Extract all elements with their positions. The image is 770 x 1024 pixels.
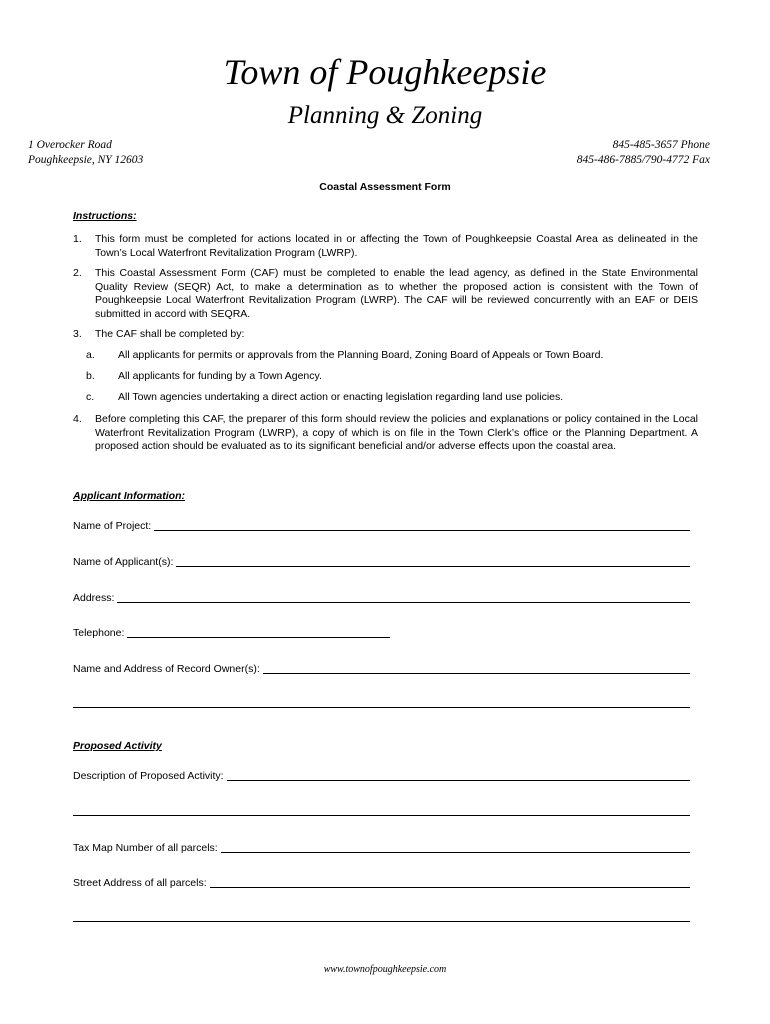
address-city: Poughkeepsie, NY 12603 (28, 154, 144, 166)
street-address-field[interactable] (73, 874, 690, 890)
footer-website: www.townofpoughkeepsie.com (323, 964, 447, 975)
instruction-number: 1. (73, 233, 82, 245)
instruction-text: The CAF shall be completed by: (95, 328, 245, 340)
proposed-activity-heading: Proposed Activity (73, 740, 162, 752)
activity-description-line[interactable] (227, 780, 690, 781)
instruction-number: 2. (73, 267, 82, 279)
street-address-continuation-line[interactable] (73, 921, 690, 922)
project-name-label: Name of Project: (73, 520, 152, 532)
form-title: Coastal Assessment Form (319, 181, 451, 193)
address-field[interactable] (73, 589, 690, 605)
mailing-address (28, 138, 143, 168)
project-name-line[interactable] (154, 530, 690, 531)
department-subtitle: Planning & Zoning (287, 102, 483, 129)
record-owner-continuation-line[interactable] (73, 707, 690, 708)
project-name-field[interactable] (73, 517, 690, 533)
telephone-label: Telephone: (73, 627, 125, 639)
subitem-letter: b. (86, 370, 95, 382)
instruction-item (73, 267, 698, 321)
record-owner-line[interactable] (263, 673, 690, 674)
fax-number: 845-486-7885/790-4772 Fax (576, 154, 710, 166)
applicant-name-line[interactable] (176, 566, 690, 567)
record-owner-field[interactable] (73, 660, 690, 676)
subitem-text: All applicants for funding by a Town Agency. (118, 370, 322, 382)
subitem-text: All applicants for permits or approvals from the Planning Board, Zoning Board of Appeals or Town Board. (118, 349, 604, 361)
instruction-item (73, 413, 698, 454)
subitem-letter: c. (86, 391, 95, 403)
contact-numbers (577, 138, 710, 168)
applicant-heading: Applicant Information: (73, 490, 185, 502)
instruction-number: 4. (73, 413, 82, 425)
instruction-item (73, 328, 698, 342)
instruction-item (73, 233, 698, 260)
instruction-number: 3. (73, 328, 82, 340)
phone-number: 845-485-3657 Phone (612, 139, 710, 151)
telephone-line[interactable] (127, 637, 390, 638)
instruction-text: This Coastal Assessment Form (CAF) must be completed to enable the lead agency, as defined in the State Environmental Quality Review (SEQR) Act, to make a determination as to whether the proposed action is consistent with the Town of Poughkeepsie Local Waterfront Revitalization Program (LWRP). The CAF will be reviewed concurrently with an EAF or DEIS submitted in accord with SEQRA. (95, 267, 698, 320)
subitem-letter: a. (86, 349, 95, 361)
tax-map-label: Tax Map Number of all parcels: (73, 842, 218, 854)
subitem-text: All Town agencies undertaking a direct action or enacting legislation regarding land use policies. (118, 391, 564, 403)
applicant-name-label: Name of Applicant(s): (73, 556, 174, 568)
street-address-label: Street Address of all parcels: (73, 877, 207, 889)
activity-description-continuation-line[interactable] (73, 815, 690, 816)
activity-description-field[interactable] (73, 767, 690, 783)
instruction-subitem (73, 370, 698, 384)
instruction-text: This form must be completed for actions located in or affecting the Town of Poughkeepsie Coastal Area as delineated in the Town’s Local Waterfront Revitalization Program (LWRP). (95, 233, 698, 259)
activity-description-label: Description of Proposed Activity: (73, 770, 224, 782)
applicant-name-field[interactable] (73, 553, 690, 569)
record-owner-label: Name and Address of Record Owner(s): (73, 663, 260, 675)
tax-map-field[interactable] (73, 839, 690, 855)
instruction-text: Before completing this CAF, the preparer of this form should review the policies and explanations or policy contained in the Local Waterfront Revitalization Program (LWRP), a copy of which is on file in the Town Clerk’s office or the Planning Department. A proposed action should be evaluated as to its significant beneficial and/or adverse effects upon the coastal area. (95, 413, 698, 452)
telephone-field[interactable] (73, 624, 390, 640)
instruction-subitem (73, 391, 698, 405)
tax-map-line[interactable] (221, 852, 690, 853)
address-street: 1 Overocker Road (28, 139, 112, 151)
street-address-line[interactable] (210, 887, 690, 888)
instructions-heading: Instructions: (73, 210, 137, 222)
town-title: Town of Poughkeepsie (223, 52, 547, 92)
address-label: Address: (73, 592, 115, 604)
address-line[interactable] (117, 602, 690, 603)
instruction-subitem (73, 349, 698, 363)
